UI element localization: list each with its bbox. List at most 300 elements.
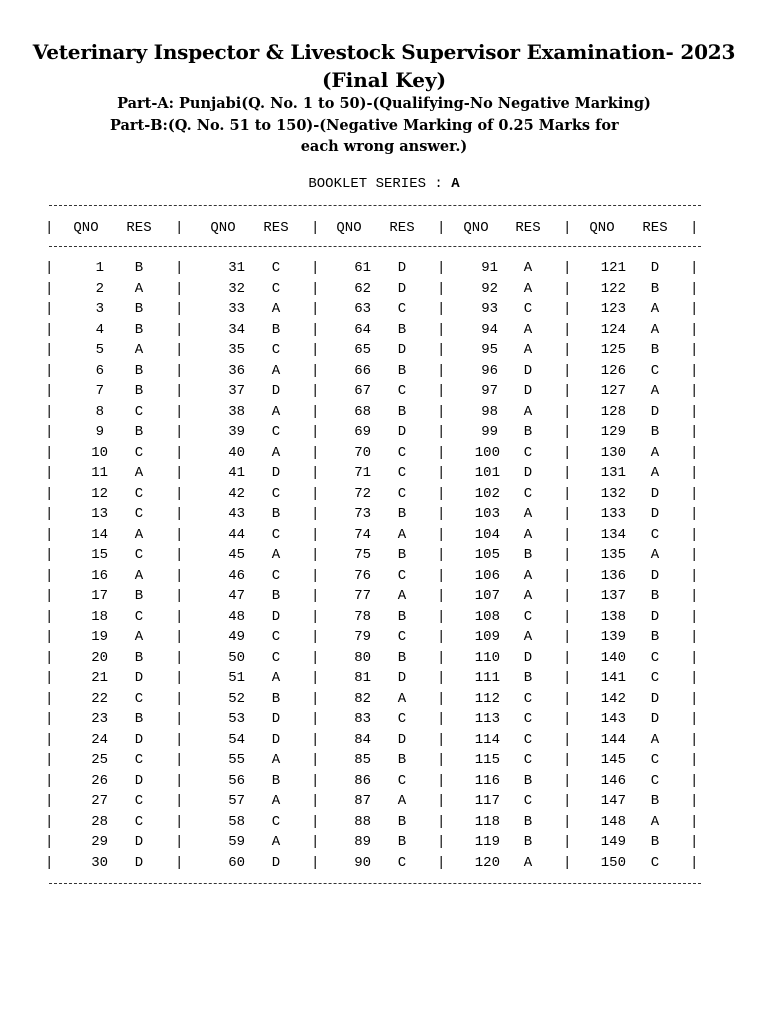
answer-response: D (271, 854, 281, 871)
answer-response: B (134, 321, 144, 338)
answer-response: B (134, 649, 144, 666)
question-number: 99 (481, 424, 498, 440)
column-header-res: RES (263, 220, 289, 236)
answer-response: B (650, 342, 660, 358)
answer-response: B (134, 260, 144, 276)
question-number: 12 (91, 485, 108, 502)
column-separator: | (45, 608, 54, 625)
answer-response: A (523, 629, 533, 645)
answer-response: B (397, 834, 407, 850)
answer-response: B (523, 547, 533, 563)
answer-response: D (134, 772, 144, 789)
answer-response: A (523, 403, 533, 420)
question-number: 48 (228, 608, 245, 625)
question-number: 101 (474, 465, 500, 481)
column-separator: | (437, 670, 446, 686)
question-number: 115 (474, 752, 500, 768)
question-number: 63 (354, 301, 371, 317)
column-separator: | (175, 342, 184, 358)
column-separator: | (563, 731, 572, 748)
question-number: 118 (474, 813, 500, 830)
question-number: 27 (91, 793, 108, 809)
answer-response: A (397, 690, 407, 707)
answer-response: D (650, 690, 660, 707)
question-number: 74 (354, 526, 371, 543)
column-separator: | (563, 752, 572, 768)
answer-response: C (523, 608, 533, 625)
question-number: 79 (354, 629, 371, 645)
question-number: 91 (481, 260, 498, 276)
column-separator: | (175, 588, 184, 604)
column-separator: | (175, 485, 184, 502)
column-separator: | (45, 772, 54, 789)
question-number: 50 (228, 649, 245, 666)
question-number: 112 (474, 690, 500, 707)
question-number: 31 (228, 260, 245, 276)
answer-response: A (523, 342, 533, 358)
question-number: 143 (600, 711, 626, 727)
column-separator: | (311, 670, 320, 686)
table-top-rule (49, 205, 701, 206)
column-separator: | (437, 280, 446, 297)
answer-response: C (397, 383, 407, 399)
question-number: 105 (474, 547, 500, 563)
column-separator: | (563, 772, 572, 789)
answer-response: B (650, 629, 660, 645)
column-separator: | (690, 711, 699, 727)
column-separator: | (563, 301, 572, 317)
column-separator: | (437, 485, 446, 502)
answer-response: C (134, 813, 144, 830)
column-separator: | (45, 280, 54, 297)
answer-response: C (397, 772, 407, 789)
column-separator: | (437, 772, 446, 789)
question-number: 71 (354, 465, 371, 481)
answer-response: A (523, 321, 533, 338)
column-separator: | (563, 321, 572, 338)
answer-response: D (650, 608, 660, 625)
question-number: 62 (354, 280, 371, 297)
column-separator: | (690, 342, 699, 358)
column-separator: | (437, 383, 446, 399)
column-separator: | (563, 424, 572, 440)
booklet-series (0, 176, 768, 192)
question-number: 2 (95, 280, 104, 297)
column-separator: | (45, 629, 54, 645)
answer-response: C (134, 506, 144, 522)
question-number: 58 (228, 813, 245, 830)
column-separator: | (45, 383, 54, 399)
column-separator: | (437, 588, 446, 604)
answer-response: C (650, 772, 660, 789)
answer-response: C (397, 711, 407, 727)
column-separator: | (437, 342, 446, 358)
column-separator: | (311, 444, 320, 461)
column-separator: | (311, 403, 320, 420)
answer-response: B (397, 649, 407, 666)
question-number: 104 (474, 526, 500, 543)
question-number: 26 (91, 772, 108, 789)
column-separator: | (690, 649, 699, 666)
answer-response: A (134, 465, 144, 481)
column-separator: | (175, 424, 184, 440)
answer-response: C (397, 301, 407, 317)
column-separator: | (175, 547, 184, 563)
answer-response: A (523, 854, 533, 871)
column-separator: | (175, 649, 184, 666)
column-separator: | (175, 403, 184, 420)
column-separator: | (563, 567, 572, 584)
column-separator: | (175, 670, 184, 686)
question-number: 39 (228, 424, 245, 440)
answer-response: B (271, 588, 281, 604)
column-separator: | (175, 813, 184, 830)
column-separator: | (175, 567, 184, 584)
question-number: 9 (95, 424, 104, 440)
column-separator: | (437, 362, 446, 379)
answer-response: A (134, 342, 144, 358)
part-a-note: Part-A: Punjabi(Q. No. 1 to 50)-(Qualifying-No Negative Marking) (117, 95, 651, 112)
column-separator: | (45, 485, 54, 502)
question-number: 75 (354, 547, 371, 563)
column-separator: | (563, 260, 572, 276)
question-number: 72 (354, 485, 371, 502)
answer-response: C (523, 301, 533, 317)
column-separator: | (311, 260, 320, 276)
column-separator: | (437, 526, 446, 543)
column-separator: | (563, 793, 572, 809)
column-separator: | (690, 526, 699, 543)
answer-response: C (271, 280, 281, 297)
answer-response: A (134, 526, 144, 543)
question-number: 7 (95, 383, 104, 399)
column-separator: | (437, 813, 446, 830)
question-number: 41 (228, 465, 245, 481)
column-separator: | (690, 588, 699, 604)
answer-response: A (397, 526, 407, 543)
column-separator: | (563, 608, 572, 625)
column-separator: | (690, 670, 699, 686)
answer-response: D (650, 403, 660, 420)
answer-response: C (271, 260, 281, 276)
column-separator: | (311, 793, 320, 809)
question-number: 6 (95, 362, 104, 379)
answer-response: D (397, 731, 407, 748)
question-number: 147 (600, 793, 626, 809)
answer-response: A (650, 813, 660, 830)
answer-response: D (134, 731, 144, 748)
answer-response: A (271, 752, 281, 768)
column-separator: | (45, 793, 54, 809)
column-separator: | (437, 567, 446, 584)
column-separator: | (311, 752, 320, 768)
column-separator: | (690, 854, 699, 871)
question-number: 47 (228, 588, 245, 604)
column-header-qno: QNO (210, 220, 236, 236)
answer-response: B (271, 506, 281, 522)
answer-response: D (397, 280, 407, 297)
question-number: 51 (228, 670, 245, 686)
column-separator: | (563, 342, 572, 358)
column-separator: | (45, 752, 54, 768)
column-separator: | (175, 383, 184, 399)
question-number: 20 (91, 649, 108, 666)
answer-response: B (271, 772, 281, 789)
column-separator: | (437, 301, 446, 317)
question-number: 55 (228, 752, 245, 768)
answer-response: D (271, 383, 281, 399)
booklet-series-value: A (451, 176, 460, 192)
column-separator: | (175, 465, 184, 481)
question-number: 15 (91, 547, 108, 563)
column-separator: | (311, 547, 320, 563)
question-number: 125 (600, 342, 626, 358)
column-header-res: RES (126, 220, 152, 236)
column-separator: | (45, 711, 54, 727)
column-separator: | (690, 280, 699, 297)
column-separator: | (175, 506, 184, 522)
column-separator: | (563, 485, 572, 502)
column-separator: | (437, 731, 446, 748)
column-separator: | (311, 362, 320, 379)
column-separator: | (563, 649, 572, 666)
question-number: 13 (91, 506, 108, 522)
question-number: 78 (354, 608, 371, 625)
question-number: 119 (474, 834, 500, 850)
column-separator: | (563, 362, 572, 379)
column-separator: | (175, 608, 184, 625)
column-separator: | (690, 362, 699, 379)
question-number: 85 (354, 752, 371, 768)
answer-response: A (523, 567, 533, 584)
column-separator: | (311, 608, 320, 625)
answer-response: A (271, 301, 281, 317)
answer-response: C (271, 342, 281, 358)
column-separator: | (45, 547, 54, 563)
column-separator: | (45, 403, 54, 420)
question-number: 88 (354, 813, 371, 830)
column-separator: | (690, 260, 699, 276)
question-number: 107 (474, 588, 500, 604)
question-number: 61 (354, 260, 371, 276)
column-separator: | (45, 362, 54, 379)
answer-response: C (134, 690, 144, 707)
answer-response: C (271, 649, 281, 666)
column-separator: | (311, 834, 320, 850)
answer-response: C (271, 813, 281, 830)
answer-response: A (523, 260, 533, 276)
question-number: 94 (481, 321, 498, 338)
answer-response: D (271, 731, 281, 748)
answer-response: C (650, 362, 660, 379)
answer-response: D (134, 670, 144, 686)
column-separator: | (690, 813, 699, 830)
answer-response: D (271, 465, 281, 481)
question-number: 109 (474, 629, 500, 645)
question-number: 36 (228, 362, 245, 379)
question-number: 64 (354, 321, 371, 338)
question-number: 57 (228, 793, 245, 809)
answer-response: C (134, 608, 144, 625)
column-header-res: RES (515, 220, 541, 236)
question-number: 114 (474, 731, 500, 748)
column-separator: | (45, 526, 54, 543)
answer-response: C (271, 485, 281, 502)
answer-response: C (397, 567, 407, 584)
answer-response: C (397, 465, 407, 481)
column-separator: | (437, 220, 446, 236)
answer-response: A (271, 444, 281, 461)
question-number: 132 (600, 485, 626, 502)
answer-response: C (397, 485, 407, 502)
column-separator: | (175, 731, 184, 748)
answer-response: C (134, 752, 144, 768)
column-separator: | (563, 588, 572, 604)
column-separator: | (45, 854, 54, 871)
column-separator: | (311, 629, 320, 645)
answer-response: C (523, 731, 533, 748)
answer-response: C (271, 567, 281, 584)
column-header-qno: QNO (589, 220, 615, 236)
question-number: 49 (228, 629, 245, 645)
question-number: 70 (354, 444, 371, 461)
answer-response: B (650, 280, 660, 297)
question-number: 40 (228, 444, 245, 461)
column-separator: | (690, 301, 699, 317)
column-separator: | (690, 485, 699, 502)
column-separator: | (311, 424, 320, 440)
answer-response: C (650, 526, 660, 543)
answer-response: C (523, 690, 533, 707)
question-number: 30 (91, 854, 108, 871)
question-number: 18 (91, 608, 108, 625)
part-b-note: Part-B:(Q. No. 51 to 150)-(Negative Marking of 0.25 Marks for (110, 117, 619, 134)
column-separator: | (563, 670, 572, 686)
answer-response: D (650, 711, 660, 727)
question-number: 37 (228, 383, 245, 399)
column-header-res: RES (642, 220, 668, 236)
question-number: 29 (91, 834, 108, 850)
column-separator: | (563, 813, 572, 830)
answer-response: C (134, 793, 144, 809)
question-number: 83 (354, 711, 371, 727)
part-b-note-continued: each wrong answer.) (300, 138, 468, 155)
answer-response: C (650, 649, 660, 666)
question-number: 87 (354, 793, 371, 809)
answer-response: C (650, 670, 660, 686)
question-number: 150 (600, 854, 626, 871)
question-number: 93 (481, 301, 498, 317)
question-number: 103 (474, 506, 500, 522)
column-separator: | (175, 629, 184, 645)
question-number: 56 (228, 772, 245, 789)
answer-response: C (650, 854, 660, 871)
answer-response: C (397, 854, 407, 871)
question-number: 53 (228, 711, 245, 727)
column-separator: | (311, 772, 320, 789)
column-separator: | (563, 526, 572, 543)
question-number: 127 (600, 383, 626, 399)
column-separator: | (690, 690, 699, 707)
question-number: 95 (481, 342, 498, 358)
question-number: 84 (354, 731, 371, 748)
column-separator: | (175, 301, 184, 317)
answer-response: A (271, 834, 281, 850)
question-number: 86 (354, 772, 371, 789)
column-separator: | (437, 547, 446, 563)
question-number: 3 (95, 301, 104, 317)
column-separator: | (437, 690, 446, 707)
column-separator: | (45, 670, 54, 686)
question-number: 146 (600, 772, 626, 789)
question-number: 45 (228, 547, 245, 563)
column-separator: | (437, 321, 446, 338)
answer-response: C (271, 424, 281, 440)
column-separator: | (437, 793, 446, 809)
column-separator: | (311, 485, 320, 502)
question-number: 73 (354, 506, 371, 522)
column-separator: | (563, 506, 572, 522)
question-number: 46 (228, 567, 245, 584)
question-number: 140 (600, 649, 626, 666)
page-subtitle: (Final Key) (321, 68, 447, 92)
question-number: 130 (600, 444, 626, 461)
column-separator: | (175, 220, 184, 236)
question-number: 17 (91, 588, 108, 604)
answer-response: B (650, 424, 660, 440)
question-number: 123 (600, 301, 626, 317)
question-number: 133 (600, 506, 626, 522)
answer-response: A (134, 280, 144, 297)
column-separator: | (690, 752, 699, 768)
column-separator: | (311, 526, 320, 543)
question-number: 38 (228, 403, 245, 420)
question-number: 42 (228, 485, 245, 502)
column-separator: | (437, 608, 446, 625)
question-number: 116 (474, 772, 500, 789)
answer-response: A (271, 670, 281, 686)
answer-response: C (271, 629, 281, 645)
column-separator: | (690, 220, 699, 236)
answer-response: D (523, 362, 533, 379)
answer-response: D (523, 383, 533, 399)
question-number: 19 (91, 629, 108, 645)
question-number: 69 (354, 424, 371, 440)
question-number: 65 (354, 342, 371, 358)
answer-response: D (523, 465, 533, 481)
answer-response: B (134, 383, 144, 399)
column-separator: | (311, 280, 320, 297)
column-separator: | (437, 629, 446, 645)
column-separator: | (45, 588, 54, 604)
answer-response: C (134, 547, 144, 563)
column-separator: | (690, 547, 699, 563)
answer-response: D (650, 567, 660, 584)
question-number: 111 (474, 670, 500, 686)
column-separator: | (311, 506, 320, 522)
answer-response: B (134, 301, 144, 317)
question-number: 54 (228, 731, 245, 748)
column-separator: | (563, 547, 572, 563)
question-number: 148 (600, 813, 626, 830)
column-separator: | (437, 752, 446, 768)
column-separator: | (690, 567, 699, 584)
column-separator: | (175, 362, 184, 379)
column-header-qno: QNO (73, 220, 99, 236)
column-separator: | (311, 588, 320, 604)
answer-response: A (523, 506, 533, 522)
question-number: 16 (91, 567, 108, 584)
